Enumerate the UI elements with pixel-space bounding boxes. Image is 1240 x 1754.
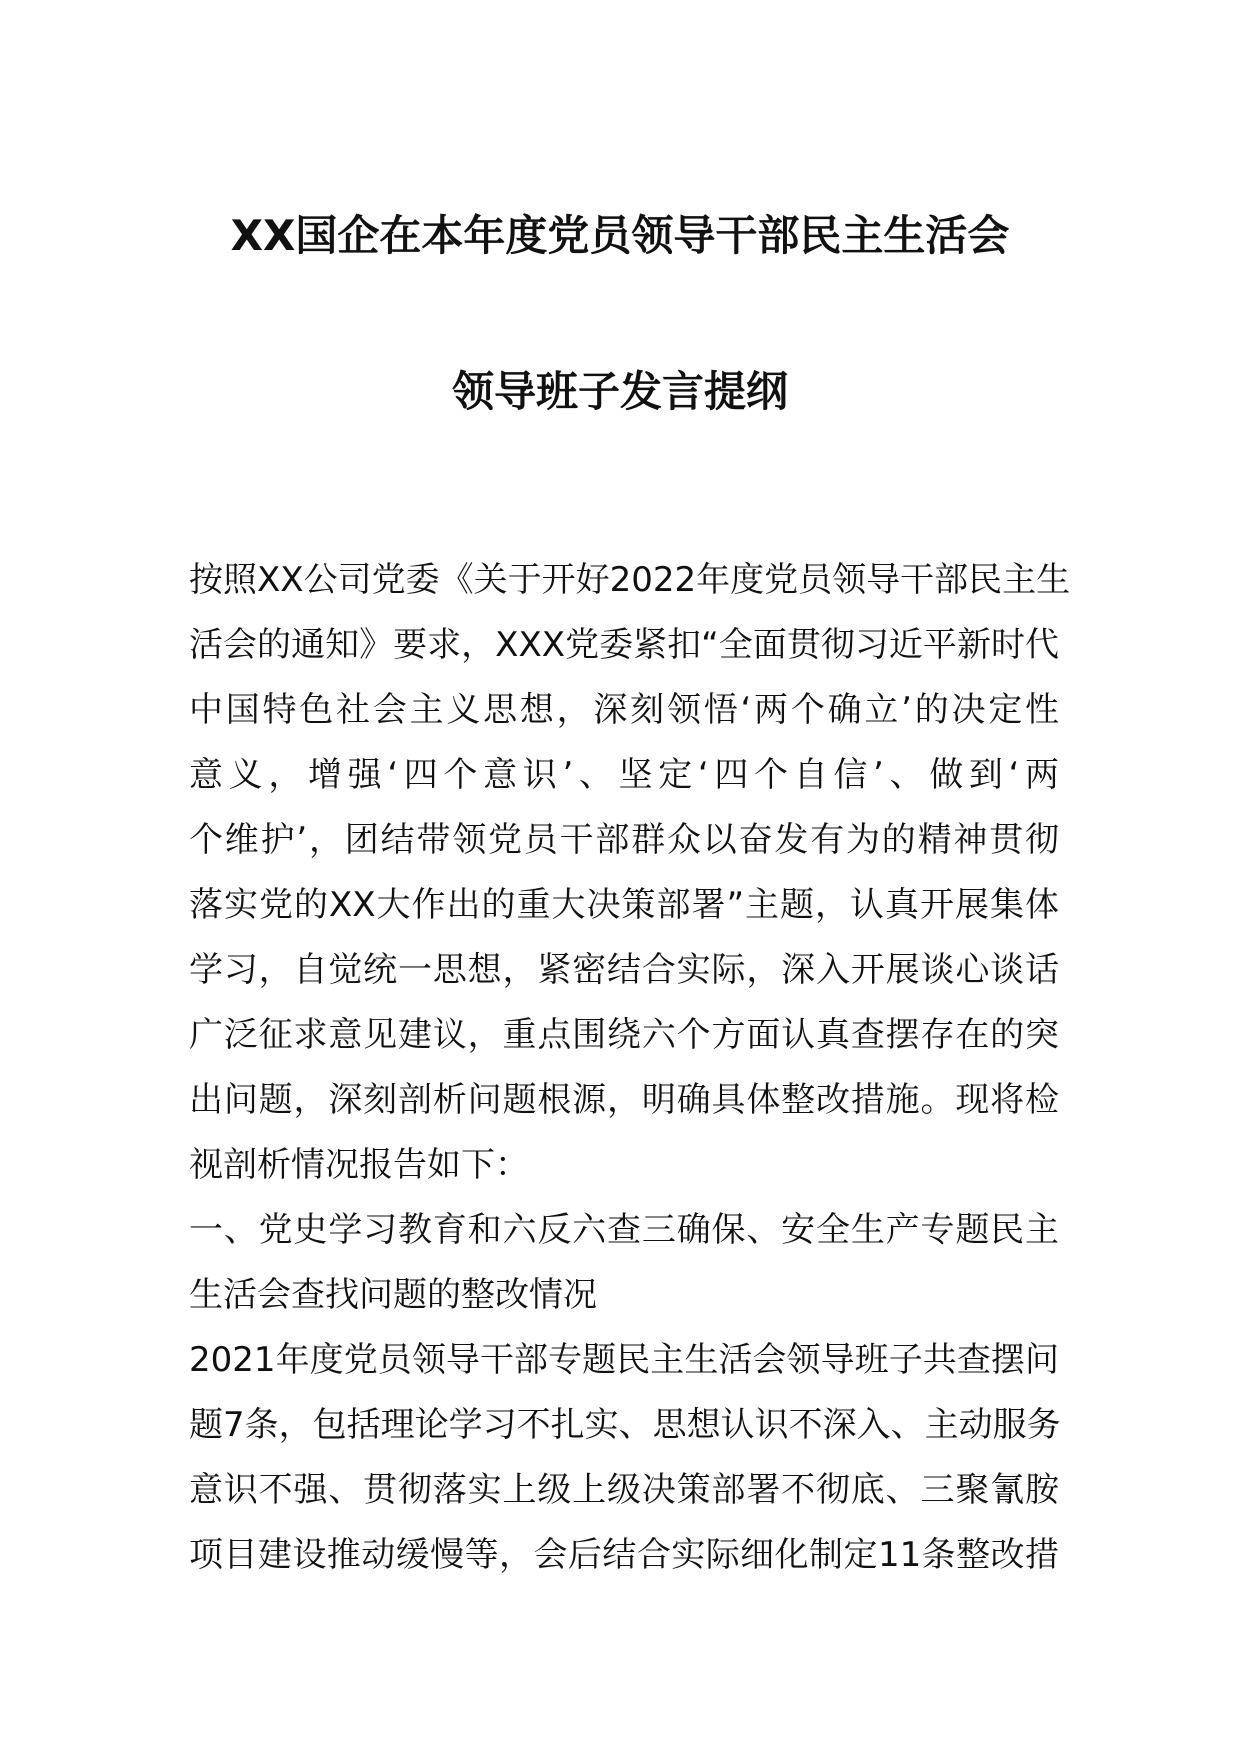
text-line: 项目建设推动缓慢等，会后结合实际细化制定11条整改措 xyxy=(189,1535,1059,1575)
text-line: 学习，自觉统一思想，紧密结合实际，深入开展谈心谈话 xyxy=(189,950,1059,990)
document-title-line-1: XX国企在本年度党员领导干部民主生活会 xyxy=(230,211,1010,260)
text-line: 题7条，包括理论学习不扎实、思想认识不深入、主动服务 xyxy=(189,1405,1061,1445)
text-line: 视剖析情况报告如下： xyxy=(189,1145,529,1185)
document-body xyxy=(189,548,1071,1588)
text-line: 广泛征求意见建议，重点围绕六个方面认真查摆存在的突 xyxy=(189,1015,1059,1055)
text-line: 意识不强、贯彻落实上级上级决策部署不彻底、三聚氰胺 xyxy=(189,1470,1059,1510)
text-line: 活会的通知》要求，XXX党委紧扣“全面贯彻习近平新时代 xyxy=(189,625,1059,665)
text-line: 生活会查找问题的整改情况 xyxy=(189,1275,597,1315)
section-heading-1 xyxy=(189,1198,1059,1328)
text-line: 按照XX公司党委《关于开好2022年度党员领导干部民主生 xyxy=(189,560,1071,600)
text-line: 中国特色社会主义思想，深刻领悟‘两个确立’的决定性 xyxy=(189,690,1059,730)
document-title-line-2: 领导班子发言提纲 xyxy=(451,367,788,416)
paragraph-rectification xyxy=(189,1328,1059,1588)
text-line: 出问题，深刻剖析问题根源，明确具体整改措施。现将检 xyxy=(189,1080,1059,1120)
text-line: 一、党史学习教育和六反六查三确保、安全生产专题民主 xyxy=(189,1210,1059,1250)
text-line: 2021年度党员领导干部专题民主生活会领导班子共查摆问 xyxy=(189,1340,1059,1380)
text-line: 落实党的XX大作出的重大决策部署”主题，认真开展集体 xyxy=(189,885,1059,925)
text-line: 个维护’，团结带领党员干部群众以奋发有为的精神贯彻 xyxy=(189,820,1059,860)
paragraph-intro xyxy=(189,548,1071,1198)
text-line: 意义，增强‘四个意识’、坚定‘四个自信’、做到‘两 xyxy=(189,755,1059,795)
